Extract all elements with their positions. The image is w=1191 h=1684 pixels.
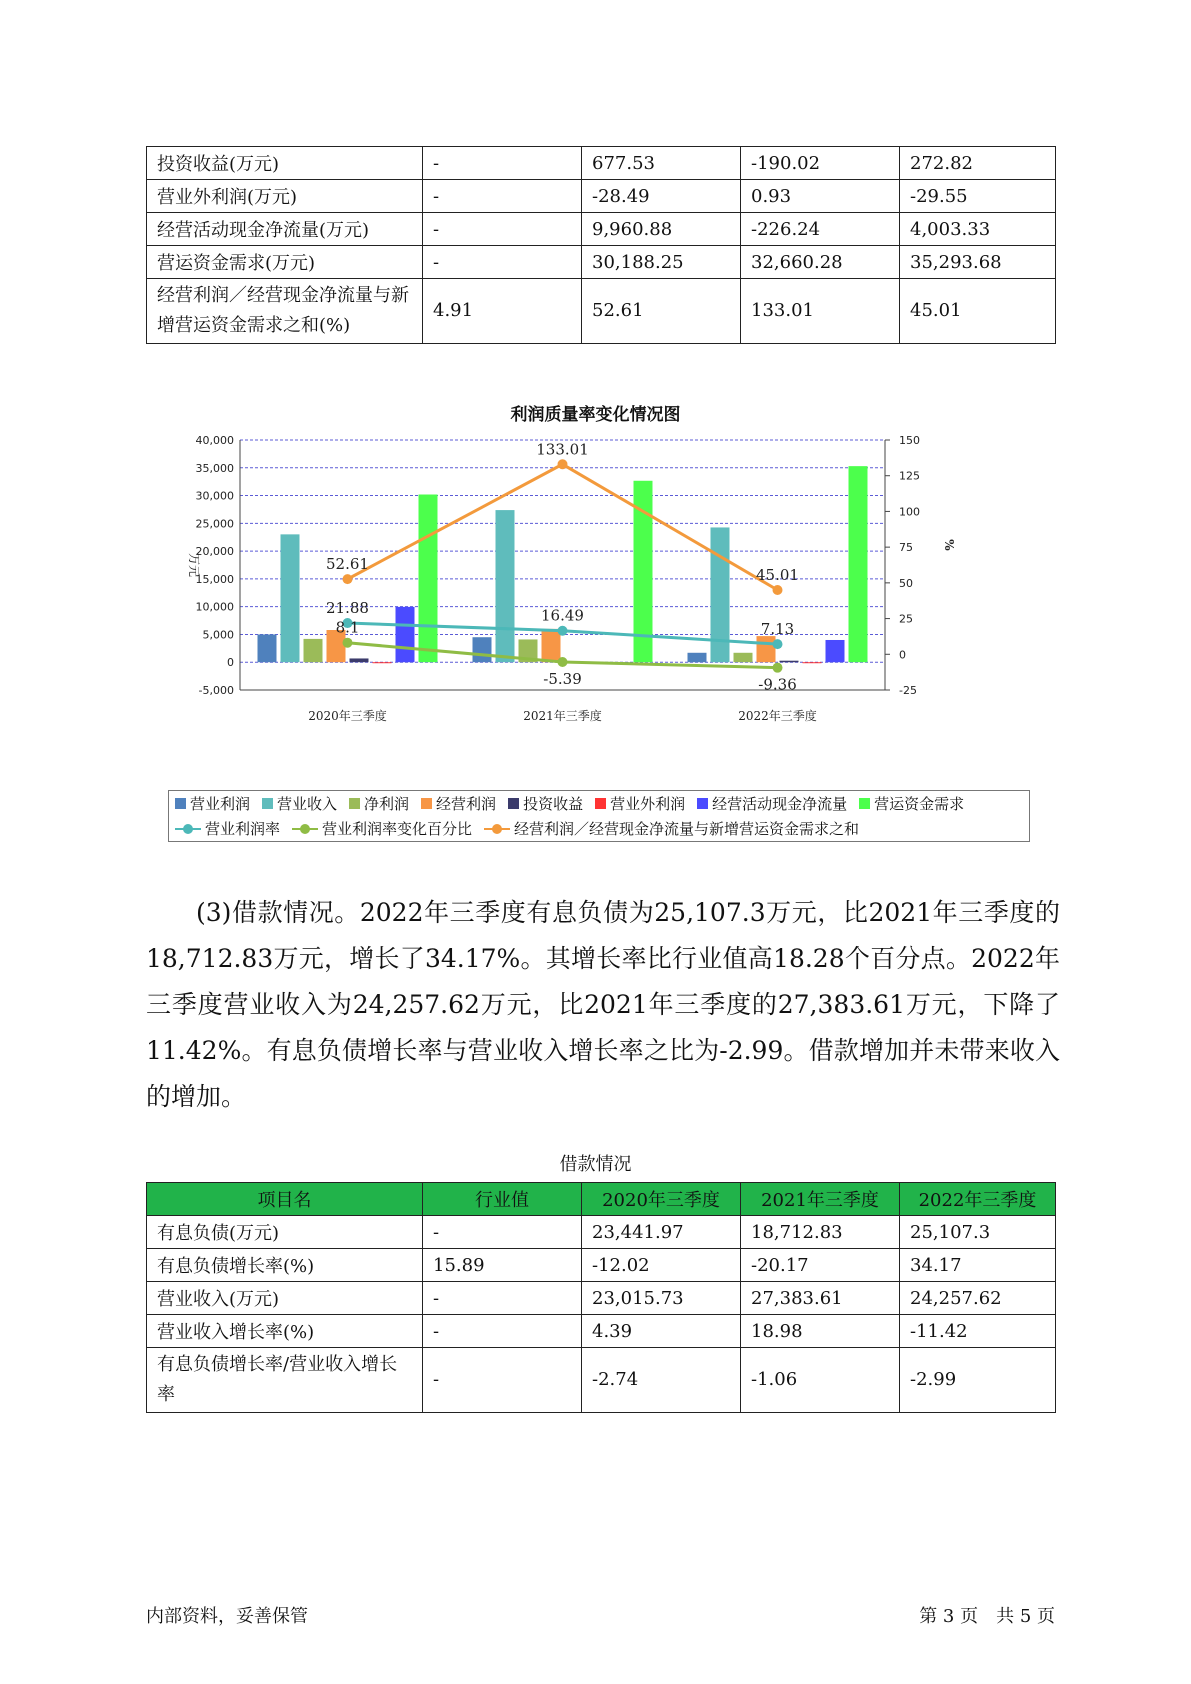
bar-7-3 xyxy=(826,640,845,662)
cell-2022: 34.17 xyxy=(900,1249,1056,1282)
legend-label: 经营活动现金净流量 xyxy=(712,795,848,813)
column-header: 2021年三季度 xyxy=(741,1183,900,1216)
line-point-3-1 xyxy=(343,574,353,584)
x-tick-label: 2022年三季度 xyxy=(738,709,817,723)
row-name: 营业收入(万元) xyxy=(147,1282,423,1315)
bar-3-1 xyxy=(304,639,323,662)
line-data-label: 133.01 xyxy=(536,440,589,459)
y-tick-label: 0 xyxy=(227,656,234,670)
legend-label: 净利润 xyxy=(364,795,410,813)
legend-swatch xyxy=(349,798,360,809)
cell-2021: -190.02 xyxy=(741,147,900,180)
loan-table xyxy=(146,1182,1056,1413)
legend-item xyxy=(175,818,280,839)
cell-2020: -12.02 xyxy=(582,1249,741,1282)
cell-2021: 133.01 xyxy=(741,279,900,344)
y2-tick-label: 100 xyxy=(899,505,920,519)
line-data-label: 45.01 xyxy=(756,565,799,584)
industry-cell: - xyxy=(423,147,582,180)
legend-label: 营业利润率 xyxy=(205,820,281,838)
bar-2-2 xyxy=(496,510,515,662)
legend-label: 营业利润率变化百分比 xyxy=(322,820,473,838)
legend-swatch xyxy=(859,798,870,809)
row-name: 有息负债(万元) xyxy=(147,1216,423,1249)
borrowing-paragraph: (3)借款情况。2022年三季度有息负债为25,107.3万元，比2021年三季度的18,712.83万元，增长了34.17%。其增长率比行业值高18.28个百分点。2022年三季度营业收入为24,257.62万元，比2021年三季度的27,383.61万元，下降了11.42%。有息负债增长率与营业收入增长率之比为-2.99。借款增加并未带来收入的增加。 xyxy=(146,898,1060,1111)
bar-3-3 xyxy=(734,653,753,662)
y2-tick-label: 50 xyxy=(899,576,913,590)
line-point-3-2 xyxy=(558,459,568,469)
bar-1-2 xyxy=(473,637,492,662)
table-row xyxy=(147,279,1056,344)
line-point-2-3 xyxy=(773,663,783,673)
y-tick-label: 40,000 xyxy=(195,434,234,447)
bar-1-3 xyxy=(688,653,707,662)
column-header: 2020年三季度 xyxy=(582,1183,741,1216)
column-header: 项目名 xyxy=(147,1183,423,1216)
cell-2020: 52.61 xyxy=(582,279,741,344)
cell-2021: -1.06 xyxy=(741,1348,900,1413)
bar-8-1 xyxy=(419,495,438,663)
industry-cell: - xyxy=(423,1216,582,1249)
industry-cell: - xyxy=(423,246,582,279)
page-number: 第 3 页 共 5 页 xyxy=(919,1606,1055,1627)
industry-cell: - xyxy=(423,1348,582,1413)
chart-title: 利润质量率变化情况图 xyxy=(510,405,681,425)
profit-table xyxy=(146,146,1056,344)
line-data-label: 7.13 xyxy=(760,620,795,639)
legend-item xyxy=(859,793,964,814)
y-tick-label: 10,000 xyxy=(195,600,234,614)
industry-cell: - xyxy=(423,1282,582,1315)
y-tick-label: 20,000 xyxy=(195,545,234,559)
cell-2021: 27,383.61 xyxy=(741,1282,900,1315)
table-row xyxy=(147,246,1056,279)
legend-swatch xyxy=(508,798,519,809)
legend-item xyxy=(175,793,250,814)
bar-1-1 xyxy=(258,634,277,662)
bar-4-3 xyxy=(757,636,776,662)
y2-tick-label: 75 xyxy=(899,541,913,555)
table-row xyxy=(147,1315,1056,1348)
line-point-1-3 xyxy=(773,639,783,649)
industry-cell: 15.89 xyxy=(423,1249,582,1282)
table-row xyxy=(147,1348,1056,1413)
line-data-label: -5.39 xyxy=(543,669,582,688)
y-tick-label: 35,000 xyxy=(195,461,234,475)
legend-line-swatch xyxy=(175,823,201,835)
cell-2020: 30,188.25 xyxy=(582,246,741,279)
line-point-2-2 xyxy=(558,657,568,667)
legend-item xyxy=(421,793,496,814)
cell-2022: -29.55 xyxy=(900,180,1056,213)
row-name: 有息负债增长率/营业收入增长率 xyxy=(147,1348,423,1413)
legend-item xyxy=(262,793,337,814)
cell-2022: 272.82 xyxy=(900,147,1056,180)
legend-label: 营业利润 xyxy=(190,795,251,813)
y2-tick-label: 25 xyxy=(899,612,913,626)
cell-2020: 4.39 xyxy=(582,1315,741,1348)
industry-cell: - xyxy=(423,180,582,213)
industry-cell: - xyxy=(423,1315,582,1348)
bar-6-3 xyxy=(803,662,822,663)
cell-2021: 32,660.28 xyxy=(741,246,900,279)
line-point-2-1 xyxy=(343,638,353,648)
legend-line-swatch xyxy=(484,823,510,835)
legend-item xyxy=(484,818,859,839)
footer-confidential: 内部资料，妥善保管 xyxy=(146,1606,308,1627)
cell-2022: 45.01 xyxy=(900,279,1056,344)
cell-2020: 23,015.73 xyxy=(582,1282,741,1315)
legend-swatch xyxy=(697,798,708,809)
cell-2020: 9,960.88 xyxy=(582,213,741,246)
row-name: 有息负债增长率(%) xyxy=(147,1249,423,1282)
y-tick-label: 25,000 xyxy=(195,517,234,531)
cell-2021: 18.98 xyxy=(741,1315,900,1348)
legend-label: 经营利润 xyxy=(436,795,497,813)
cell-2022: 25,107.3 xyxy=(900,1216,1056,1249)
y-tick-label: 30,000 xyxy=(195,489,234,503)
legend-label: 营业外利润 xyxy=(610,795,686,813)
column-header: 2022年三季度 xyxy=(900,1183,1056,1216)
y2-axis-title: % xyxy=(942,539,956,551)
table-row xyxy=(147,180,1056,213)
table-row xyxy=(147,1282,1056,1315)
y-tick-label: 5,000 xyxy=(202,628,234,642)
table-row xyxy=(147,147,1056,180)
cell-2020: -2.74 xyxy=(582,1348,741,1413)
line-data-label: 16.49 xyxy=(541,606,584,625)
row-name: 营业外利润(万元) xyxy=(147,180,423,213)
cell-2020: 23,441.97 xyxy=(582,1216,741,1249)
cell-2020: -28.49 xyxy=(582,180,741,213)
legend-label: 营业收入 xyxy=(277,795,338,813)
line-data-label: 8.1 xyxy=(335,618,360,637)
y2-tick-label: 150 xyxy=(899,434,920,447)
legend-item xyxy=(508,793,583,814)
line-data-label: 21.88 xyxy=(326,599,369,618)
line-data-label: -9.36 xyxy=(758,675,797,694)
y2-tick-label: 125 xyxy=(899,469,920,483)
legend-label: 经营利润／经营现金净流量与新增营运资金需求之和 xyxy=(514,820,860,838)
cell-2020: 677.53 xyxy=(582,147,741,180)
x-tick-label: 2021年三季度 xyxy=(523,709,602,723)
legend-line-swatch xyxy=(292,823,318,835)
x-tick-label: 2020年三季度 xyxy=(308,709,387,723)
cell-2022: 35,293.68 xyxy=(900,246,1056,279)
y-tick-label: -5,000 xyxy=(198,684,234,697)
y-tick-label: 15,000 xyxy=(195,572,234,586)
legend-swatch xyxy=(421,798,432,809)
row-name: 营业收入增长率(%) xyxy=(147,1315,423,1348)
cell-2022: -11.42 xyxy=(900,1315,1056,1348)
legend-swatch xyxy=(262,798,273,809)
y-axis-title: 万元 xyxy=(187,552,201,578)
table-row xyxy=(147,1216,1056,1249)
row-name: 经营利润／经营现金净流量与新增营运资金需求之和(%) xyxy=(147,279,423,344)
y2-tick-label: -25 xyxy=(899,684,917,697)
column-header: 行业值 xyxy=(423,1183,582,1216)
legend-label: 营运资金需求 xyxy=(874,795,965,813)
industry-cell: 4.91 xyxy=(423,279,582,344)
bar-7-1 xyxy=(396,607,415,662)
legend-item xyxy=(697,793,847,814)
bar-4-2 xyxy=(542,629,561,662)
industry-cell: - xyxy=(423,213,582,246)
row-name: 营运资金需求(万元) xyxy=(147,246,423,279)
row-name: 经营活动现金净流量(万元) xyxy=(147,213,423,246)
y2-tick-label: 0 xyxy=(899,648,906,662)
bar-2-1 xyxy=(281,534,300,662)
cell-2021: 18,712.83 xyxy=(741,1216,900,1249)
line-point-1-2 xyxy=(558,626,568,636)
table-header-row xyxy=(147,1183,1056,1216)
cell-2022: -2.99 xyxy=(900,1348,1056,1413)
cell-2021: 0.93 xyxy=(741,180,900,213)
bar-6-1 xyxy=(373,662,392,663)
legend-item xyxy=(349,793,409,814)
legend-swatch xyxy=(175,798,186,809)
legend-item xyxy=(595,793,685,814)
legend-swatch xyxy=(595,798,606,809)
cell-2022: 24,257.62 xyxy=(900,1282,1056,1315)
line-point-3-3 xyxy=(773,585,783,595)
legend-label: 投资收益 xyxy=(523,795,584,813)
cell-2021: -226.24 xyxy=(741,213,900,246)
profit-quality-chart xyxy=(160,430,1020,785)
cell-2021: -20.17 xyxy=(741,1249,900,1282)
table-row xyxy=(147,1249,1056,1282)
line-data-label: 52.61 xyxy=(326,555,369,574)
loan-table-caption: 借款情况 xyxy=(559,1154,632,1175)
bar-8-3 xyxy=(849,466,868,662)
bar-5-3 xyxy=(780,661,799,663)
cell-2022: 4,003.33 xyxy=(900,213,1056,246)
table-row xyxy=(147,213,1056,246)
chart-legend xyxy=(168,790,1030,842)
row-name: 投资收益(万元) xyxy=(147,147,423,180)
legend-item xyxy=(292,818,472,839)
bar-5-1 xyxy=(350,658,369,662)
